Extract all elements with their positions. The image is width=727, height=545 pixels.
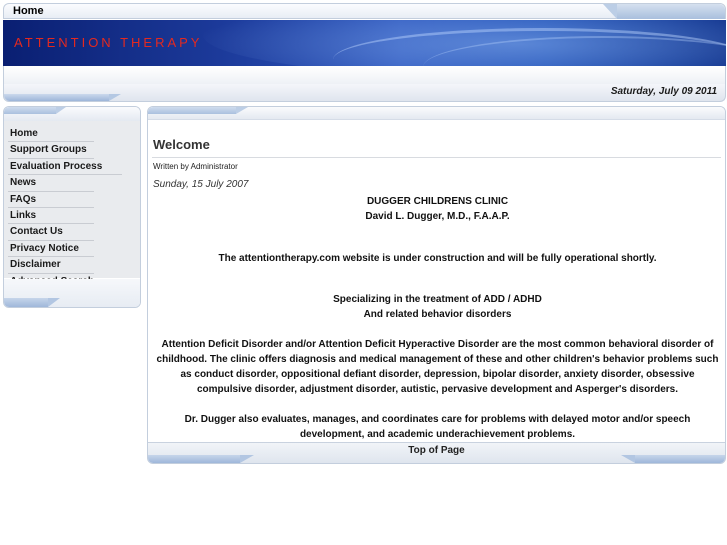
sidebar-item-faqs[interactable]: FAQs [8,192,94,208]
main-menu [4,121,140,278]
sidebar [3,106,141,308]
description-line-2: childhood. The clinic offers diagnosis and medical management of these and other children's behavior problems such [156,354,719,365]
article-date: Sunday, 15 July 2007 [153,179,249,190]
doctor-name: David L. Dugger, M.D., F.A.A.P. [365,211,510,222]
sidebar-header [4,107,140,121]
top-of-page-link[interactable]: Top of Page [408,445,465,456]
sidebar-footer-decoration [4,298,48,307]
services-line-1: Dr. Dugger also evaluates, manages, and coordinates care for problems with delayed motor and/or speech [184,414,691,425]
sidebar-item-contact-us[interactable]: Contact Us [8,224,94,240]
description-line-1: Attention Deficit Disorder and/or Attention Deficit Hyperactive Disorder are the most common behavioral disorder of [161,339,714,350]
current-date: Saturday, July 09 2011 [610,86,717,97]
sidebar-item-links[interactable]: Links [8,208,94,224]
sidebar-item-evaluation-process[interactable]: Evaluation Process [8,159,122,175]
footer-right-decoration [635,455,725,463]
sidebar-item-disclaimer[interactable]: Disclaimer [8,257,94,273]
header-subbar [3,66,726,84]
services-line-2: development, and academic underachievement problems. [299,429,576,440]
specialty-line: Specializing in the treatment of ADD / ADHD [333,294,542,305]
sidebar-item-news[interactable]: News [8,175,94,191]
site-title: ATTENTION THERAPY [14,35,203,50]
content-header-decoration [148,107,236,114]
content-footer-bar [148,442,725,463]
site-banner [3,20,726,66]
title-divider [152,157,721,158]
sidebar-footer [4,279,140,307]
datebar-decoration [4,94,109,101]
article-author: Written by Administrator [153,162,238,171]
clinic-name: DUGGER CHILDRENS CLINIC [366,196,509,207]
date-bar [3,84,726,102]
sidebar-header-decoration [4,107,56,114]
sidebar-item-support-groups[interactable]: Support Groups [8,142,94,158]
main-content [147,106,726,464]
sidebar-item-privacy-notice[interactable]: Privacy Notice [8,241,94,257]
description-line-4: compulsive disorder, adjustment disorder, autistic, pervasive development and Asperger's disorders. [196,384,679,395]
top-home-link[interactable]: Home [13,5,44,17]
header-tab-decoration [617,4,725,19]
description-line-3: as conduct disorder, oppositional defiant disorder, depression, bipolar disorder, anxiety disorder, obsessive [180,369,695,380]
article-title: Welcome [153,137,210,152]
footer-left-decoration [148,455,240,463]
specialty-subline: And related behavior disorders [363,309,512,320]
construction-notice: The attentiontherapy.com website is under construction and will be fully operational shortly. [218,253,657,264]
sidebar-item-home[interactable]: Home [8,126,94,142]
content-header-bar [148,107,725,120]
top-navigation-bar [3,3,726,19]
article-body [152,194,723,442]
